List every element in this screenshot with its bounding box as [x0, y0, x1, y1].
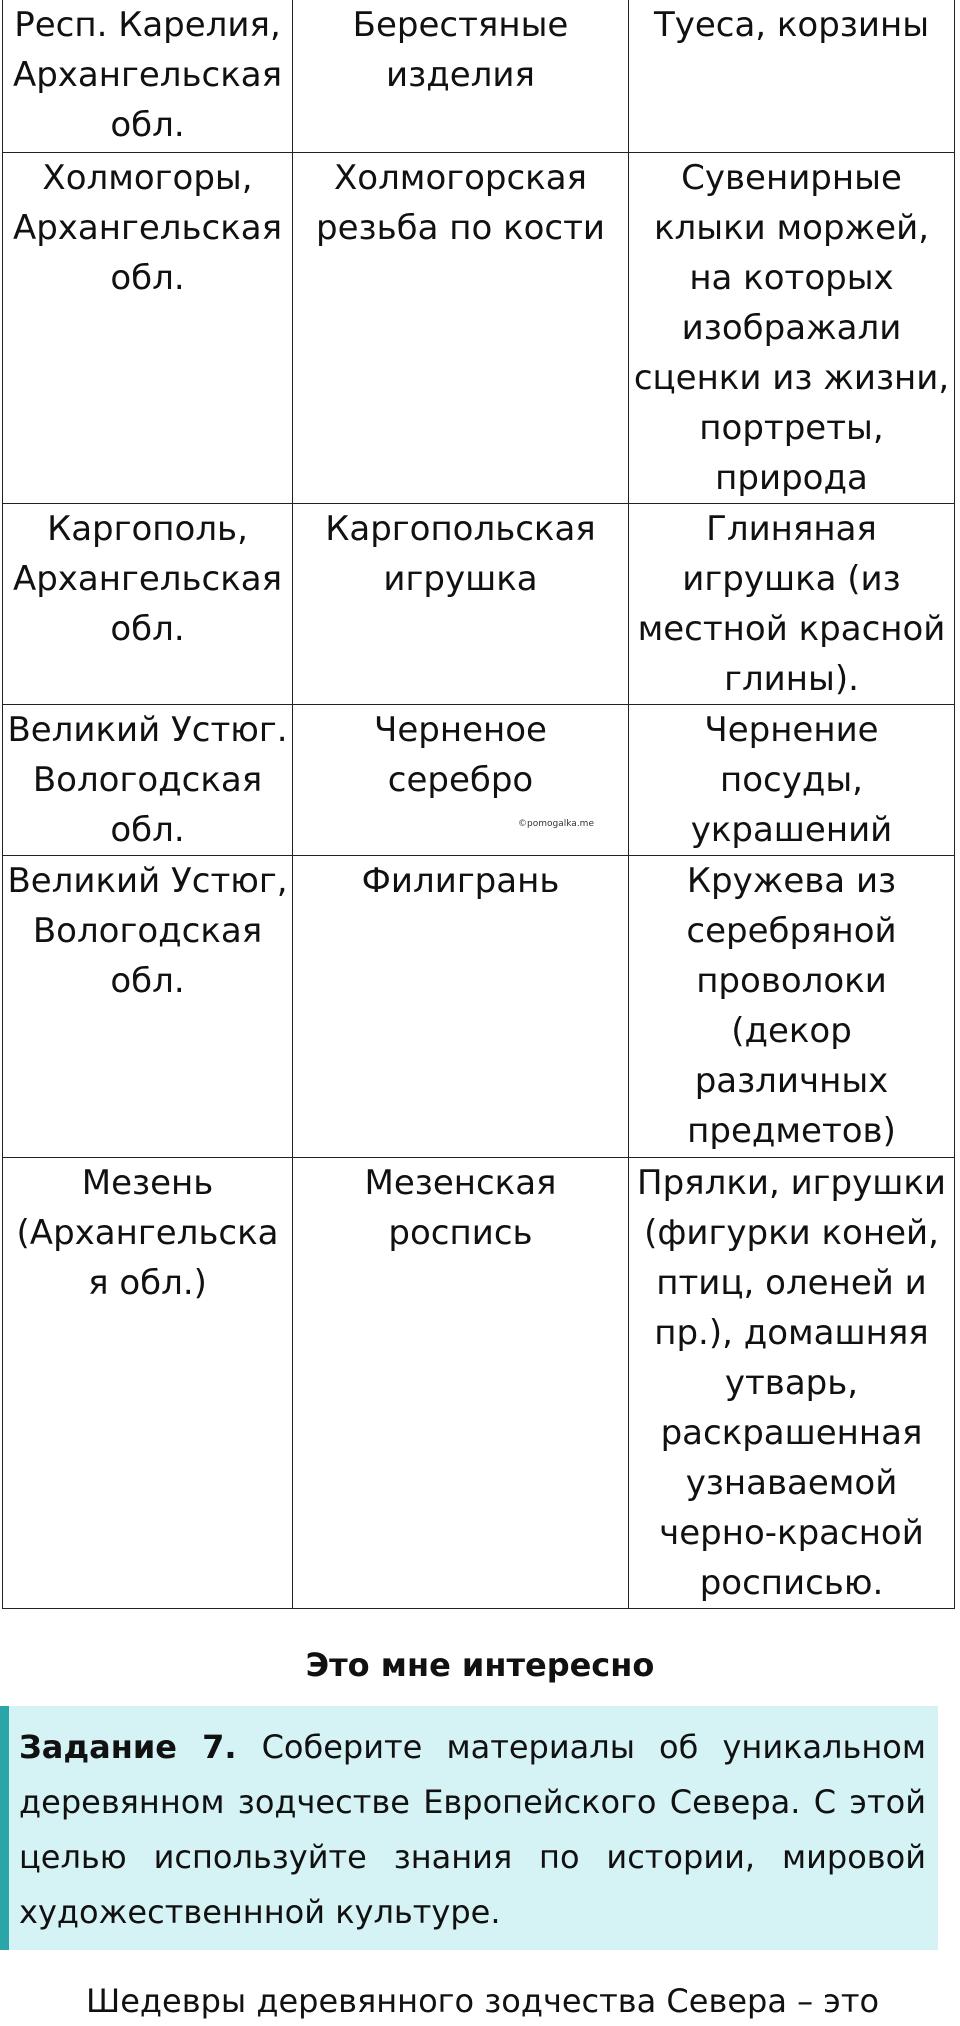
body-paragraph: Шедевры деревянного зодчества Севера – это	[86, 1982, 880, 2020]
products-cell: Кружева из серебряной проволоки (декор различных предметов)	[629, 855, 955, 1157]
place-cell: Мезень (Архангельская обл.)	[3, 1157, 293, 1608]
task-label: Задание 7.	[19, 1728, 262, 1766]
products-cell: Глиняная игрушка (из местной красной глины).	[629, 503, 955, 704]
place-cell: Великий Устюг, Вологодская обл.	[3, 855, 293, 1157]
task-text: Соберите материалы об уникальном деревянном зодчестве Европейского Севера. С этой целью используйте знания по истории, мировой художественнной культуре.	[19, 1728, 927, 1931]
table-row	[3, 1157, 955, 1608]
table-row	[3, 704, 955, 855]
place-cell: Холмогоры, Архангельская обл.	[3, 152, 293, 503]
craft-cell: Филигрань	[293, 855, 629, 1157]
craft-cell: Берестяные изделия	[293, 0, 629, 152]
craft-cell: Каргопольская игрушка	[293, 503, 629, 704]
products-cell: Прялки, игрушки (фигурки коней, птиц, оленей и пр.), домашняя утварь, раскрашенная узнаваемой черно-красной росписью.	[629, 1157, 955, 1608]
craft-cell: Мезенская роспись	[293, 1157, 629, 1608]
watermark: ©pomogalka.me	[518, 818, 594, 829]
place-cell: Респ. Карелия, Архангельская обл.	[3, 0, 293, 152]
place-cell: Великий Устюг. Вологодская обл.	[3, 704, 293, 855]
products-cell: Сувенирные клыки моржей, на которых изображали сценки из жизни, портреты, природа	[629, 152, 955, 503]
table-row	[3, 855, 955, 1157]
products-cell: Туеса, корзины	[629, 0, 955, 152]
section-heading: Это мне интересно	[305, 1646, 655, 1684]
place-cell: Каргополь, Архангельская обл.	[3, 503, 293, 704]
craft-cell	[293, 704, 629, 855]
table-row	[3, 152, 955, 503]
crafts-table	[2, 0, 955, 1609]
products-cell: Чернение посуды, украшений	[629, 704, 955, 855]
table-row	[3, 0, 955, 152]
craft-cell: Холмогорская резьба по кости	[293, 152, 629, 503]
craft-text: Черненое серебро	[374, 709, 547, 800]
task-box	[0, 1706, 938, 1950]
table-row	[3, 503, 955, 704]
